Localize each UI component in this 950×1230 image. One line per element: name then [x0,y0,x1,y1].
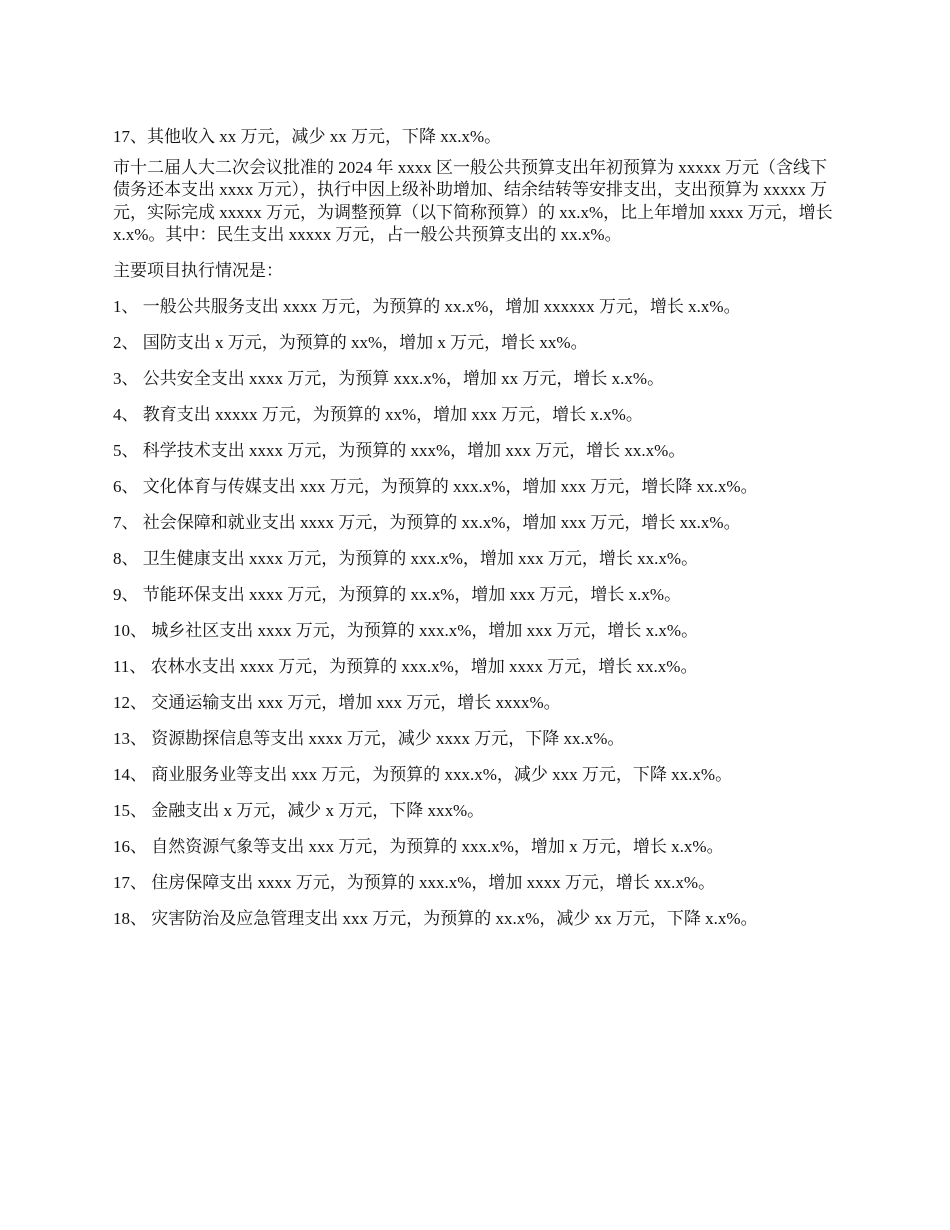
summary-paragraph: 市十二届人大二次会议批准的 2024 年 xxxx 区一般公共预算支出年初预算为 xxxxx 万元（含线下债务还本支出 xxxx 万元），执行中因上级补助增加、结余结转等安排支出，支出预算为 xxxxx 万元，实际完成 xxxxx 万元，为调整预算（以下简称预算）的 xx.x%，比上年增加 xxxx 万元，增长 x.x%。其中：民生支出 xxxxx 万元，占一般公共预算支出的 xx.x%。 [113,157,833,244]
document-body [113,126,835,930]
list-item: 1、 一般公共服务支出 xxxx 万元，为预算的 xx.x%，增加 xxxxxx 万元，增长 x.x%。 [113,296,741,316]
list-item: 13、 资源勘探信息等支出 xxxx 万元，减少 xxxx 万元，下降 xx.x%。 [113,728,625,748]
list-item: 6、 文化体育与传媒支出 xxx 万元，为预算的 xxx.x%，增加 xxx 万元，增长降 xx.x%。 [113,476,758,496]
expenditure-list [113,296,835,931]
list-item: 3、 公共安全支出 xxxx 万元，为预算 xxx.x%，增加 xx 万元，增长 x.x%。 [113,368,665,388]
list-item: 9、 节能环保支出 xxxx 万元，为预算的 xx.x%，增加 xxx 万元，增长 x.x%。 [113,584,682,604]
list-item: 14、 商业服务业等支出 xxx 万元，为预算的 xxx.x%，减少 xxx 万元，下降 xx.x%。 [113,764,733,784]
list-item: 10、 城乡社区支出 xxxx 万元，为预算的 xxx.x%，增加 xxx 万元，增长 x.x%。 [113,620,699,640]
list-item: 16、 自然资源气象等支出 xxx 万元，为预算的 xxx.x%，增加 x 万元，增长 x.x%。 [113,836,724,856]
list-item: 8、 卫生健康支出 xxxx 万元，为预算的 xxx.x%，增加 xxx 万元，增长 xx.x%。 [113,548,699,568]
list-item: 2、 国防支出 x 万元，为预算的 xx%，增加 x 万元，增长 xx%。 [113,332,588,352]
list-item: 12、 交通运输支出 xxx 万元，增加 xxx 万元，增长 xxxx%。 [113,692,561,712]
list-item: 15、 金融支出 x 万元，减少 x 万元，下降 xxx%。 [113,800,485,820]
section-heading: 主要项目执行情况是： [113,260,283,280]
list-item: 11、 农林水支出 xxxx 万元，为预算的 xxx.x%，增加 xxxx 万元，增长 xx.x%。 [113,656,698,676]
list-item: 4、 教育支出 xxxxx 万元，为预算的 xx%，增加 xxx 万元，增长 x.x%。 [113,404,643,424]
list-item: 5、 科学技术支出 xxxx 万元，为预算的 xxx%，增加 xxx 万元，增长 xx.x%。 [113,440,686,460]
list-item: 18、 灾害防治及应急管理支出 xxx 万元，为预算的 xx.x%，减少 xx 万元，下降 x.x%。 [113,908,758,928]
list-item: 7、 社会保障和就业支出 xxxx 万元，为预算的 xx.x%，增加 xxx 万元，增长 xx.x%。 [113,512,741,532]
other-income-line: 17、其他收入 xx 万元，减少 xx 万元，下降 xx.x%。 [113,127,502,146]
list-item: 17、 住房保障支出 xxxx 万元，为预算的 xxx.x%，增加 xxxx 万元，增长 xx.x%。 [113,872,716,892]
